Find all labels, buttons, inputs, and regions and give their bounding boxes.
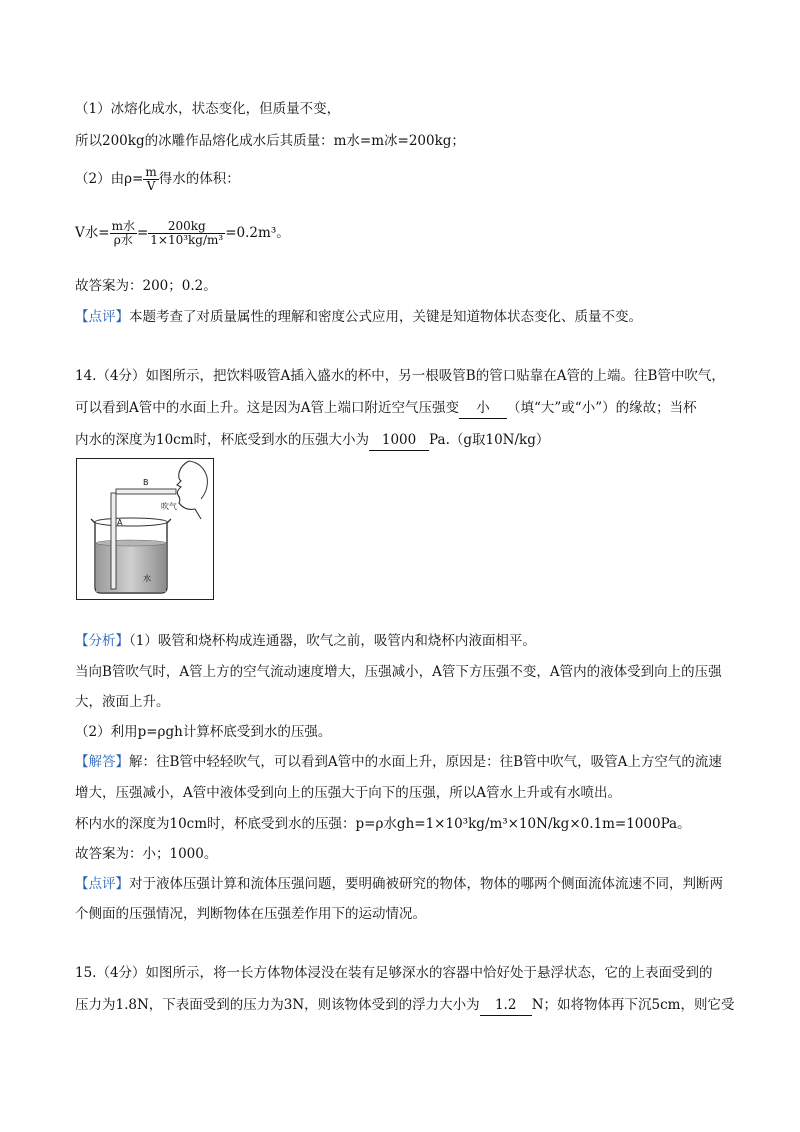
water-surface xyxy=(96,540,166,546)
q14-analysis-2: 当向B管吹气时，A管上方的空气流动速度增大，压强减小，A管下方压强不变，A管内的液体受到向上的压强 xyxy=(75,664,722,680)
straw-a xyxy=(111,493,116,589)
label-b: B xyxy=(143,478,149,487)
q14-comment-1 xyxy=(75,874,723,894)
face-icon xyxy=(177,461,201,519)
analysis-text: （1）吸管和烧杯构成连通器，吹气之前，吸管内和烧杯内液面相平。 xyxy=(129,633,536,649)
q14-solution-2: 增大，压强减小，A管中液体受到向上的压强大于向下的压强，所以A管水上升或有水喷出。 xyxy=(75,785,621,801)
q14-analysis-3: 大，液面上升。 xyxy=(75,694,170,710)
q13-answer: 故答案为：200；0.2。 xyxy=(75,278,217,294)
q14-solution-1 xyxy=(75,752,722,772)
q15-line-1: 15.（4分）如图所示，将一长方体物体浸没在装有足够深水的容器中恰好处于悬浮状态，它的上表面受到的 xyxy=(75,965,713,981)
label-blow: 吹气 xyxy=(161,502,177,511)
label-a: A xyxy=(117,518,123,527)
q14-line-2-post: （填“大”或“小”）的缘故；当杯 xyxy=(507,400,697,416)
head-outline xyxy=(189,461,207,499)
beaker-diagram xyxy=(77,459,213,599)
q14-line-3-post: Pa.（g取10N/kg） xyxy=(429,432,550,448)
q14-line-2-pre: 可以看到A管中的水面上升。这是因为A管上端口附近空气压强变 xyxy=(75,400,459,416)
q13-line-4-pre: V水= xyxy=(75,225,110,241)
q14-solution-3: 杯内水的深度为10cm时，杯底受到水的压强：p=ρ水gh=1×10³kg/m³×10N/kg×0.1m=1000Pa。 xyxy=(75,816,691,832)
q14-line-3 xyxy=(75,430,549,451)
q13-line-3-post: 得水的体积： xyxy=(158,171,240,187)
equals-sign: = xyxy=(136,225,149,241)
comment-tag: 【点评】 xyxy=(75,309,129,325)
fraction-denominator: V xyxy=(146,179,156,193)
solution-tag: 【解答】 xyxy=(75,754,129,770)
solution-text: 解：往B管中轻轻吹气，可以看到A管中的水面上升，原因是：往B管中吹气，吸管A上方空气的流速 xyxy=(129,754,722,770)
q14-line-2 xyxy=(75,398,697,419)
q14-answer: 故答案为：小；1000。 xyxy=(75,846,218,862)
q14-analysis-4: （2）利用p=ρgh计算杯底受到水的压强。 xyxy=(75,724,332,740)
fraction-numerator: m水 xyxy=(111,219,135,233)
q13-line-4 xyxy=(75,220,290,247)
density-formula-fraction xyxy=(143,166,158,193)
fraction-numerator: 200kg xyxy=(148,220,225,234)
water-fill xyxy=(96,543,166,592)
q15-line-2-post: N；如将物体再下沉5cm，则它受 xyxy=(531,997,735,1013)
q14-comment-2: 个侧面的压强情况，判断物体在压强差作用下的运动情况。 xyxy=(75,906,426,922)
answer-blank-1: 1.2 xyxy=(480,995,532,1016)
fraction-denominator: ρ水 xyxy=(113,233,133,247)
q13-line-1: （1）冰熔化成水，状态变化，但质量不变， xyxy=(75,101,341,117)
answer-blank-2: 1000 xyxy=(369,430,429,451)
q15-line-2-pre: 压力为1.8N，下表面受到的压力为3N，则该物体受到的浮力大小为 xyxy=(75,997,480,1013)
fraction-numerator: m xyxy=(145,165,157,179)
beaker-straw-figure xyxy=(76,458,214,600)
q13-line-2: 所以200kg的冰雕作品熔化成水后其质量：m水=m冰=200kg； xyxy=(75,133,465,149)
beaker-rim xyxy=(95,518,167,526)
q13-line-3 xyxy=(75,166,240,193)
comment-text: 本题考查了对质量属性的理解和密度公式应用，关键是知道物体状态变化、质量不变。 xyxy=(129,309,642,325)
q13-comment xyxy=(75,307,642,327)
volume-fraction-1 xyxy=(110,220,137,247)
analysis-tag: 【分析】 xyxy=(75,633,129,649)
fraction-denominator: 1×10³kg/m³ xyxy=(150,233,224,247)
q14-line-1: 14.（4分）如图所示，把饮料吸管A插入盛水的杯中，另一根吸管B的管口贴靠在A管的上端。往B管中吹气， xyxy=(75,368,725,384)
label-water: 水 xyxy=(143,574,151,583)
volume-fraction-2 xyxy=(148,220,225,247)
comment-text: 对于液体压强计算和流体压强问题，要明确被研究的物体，物体的哪两个侧面流体流速不同，判断两 xyxy=(129,876,723,892)
q13-line-4-post: =0.2m³。 xyxy=(225,225,290,241)
q14-analysis-1 xyxy=(75,631,536,651)
answer-blank-1: 小 xyxy=(459,398,507,419)
comment-tag: 【点评】 xyxy=(75,876,129,892)
q15-line-2 xyxy=(75,995,734,1016)
straw-b xyxy=(116,489,176,494)
q14-line-3-pre: 内水的深度为10cm时，杯底受到水的压强大小为 xyxy=(75,432,370,448)
q13-line-3-pre: （2）由ρ= xyxy=(75,171,144,187)
